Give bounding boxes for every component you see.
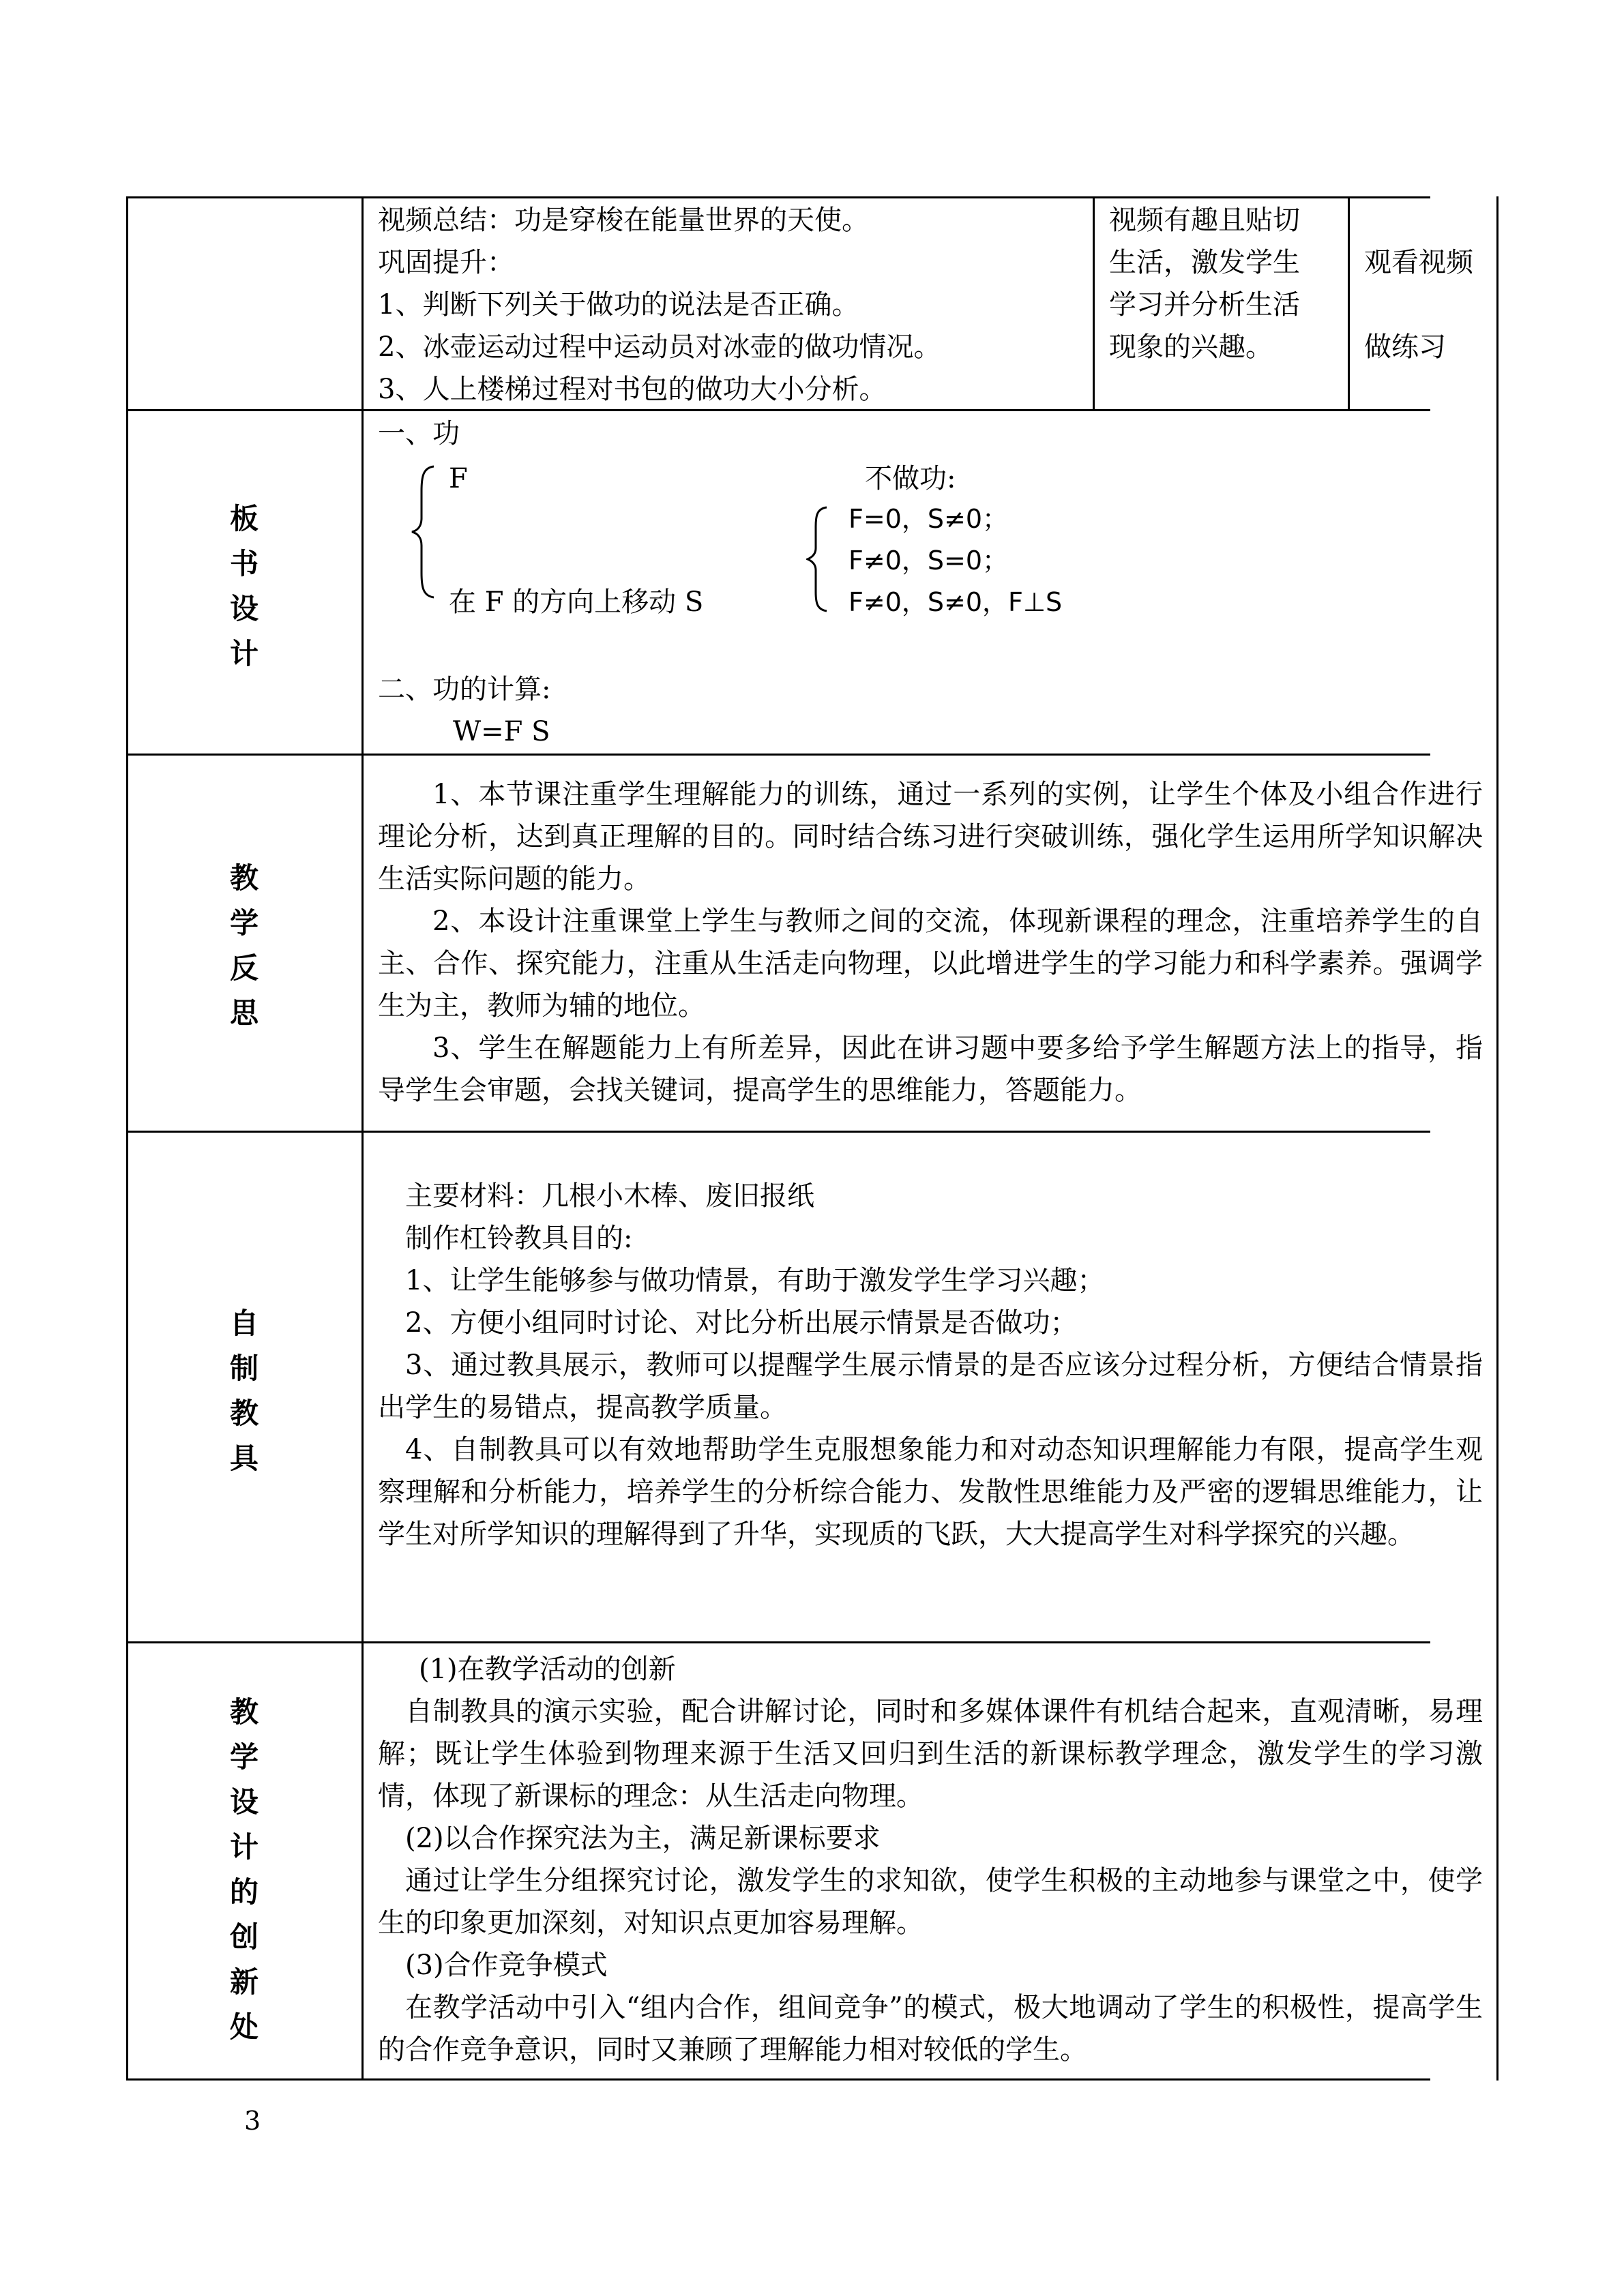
header-char: 板	[229, 502, 259, 535]
header-char: 创	[229, 1920, 259, 1954]
innovation-header	[217, 1690, 271, 2050]
header-char: 学	[229, 906, 259, 940]
row-divider-4	[126, 1641, 1430, 1643]
header-char: 自	[229, 1307, 259, 1340]
intent-line: 现象的兴趣。	[1109, 331, 1273, 363]
table-border-left	[126, 196, 128, 2081]
header-char: 处	[229, 2010, 259, 2044]
reflection-header	[217, 856, 271, 1036]
header-char: 学	[229, 1740, 259, 1774]
intent-line: 学习并分析生活	[1109, 289, 1300, 320]
activity-line: 做练习	[1364, 331, 1446, 363]
header-char: 设	[229, 592, 259, 625]
content-line: 视频总结：功是穿梭在能量世界的天使。	[378, 205, 869, 236]
content-line: 2、冰壶运动过程中运动员对冰壶的做功情况。	[378, 331, 941, 363]
column-divider-intent	[1093, 196, 1095, 411]
intent-line: 生活，激发学生	[1109, 247, 1300, 278]
activity-line: 观看视频	[1364, 247, 1473, 278]
content-line: 3、人上楼梯过程对书包的做功大小分析。	[378, 374, 887, 405]
header-char: 思	[229, 996, 259, 1030]
header-char: 计	[229, 1830, 259, 1864]
aid-item: 4、自制教具可以有效地帮助学生克服想象能力和对动态知识理解能力有限，提高学生观察理解和分析能力，培养学生的分析综合能力、发散性思维能力及严密的逻辑思维能力，让学生对所学知识的理解得到了升华，实现质的飞跃，大大提高学生对科学探究的兴趣。	[378, 1434, 1483, 1550]
materials-line: 主要材料：几根小木棒、废旧报纸	[405, 1180, 814, 1212]
header-char: 教	[229, 1695, 259, 1729]
header-char: 书	[229, 547, 259, 580]
section-title-calculation: 二、功的计算:	[378, 674, 551, 705]
innovation-heading: (2)以合作探究法为主，满足新课标要求	[405, 1823, 881, 1854]
work-formula: W=F S	[453, 716, 550, 747]
purpose-line: 制作杠铃教具目的:	[405, 1223, 633, 1254]
aid-item: 3、通过教具展示，教师可以提醒学生展示情景的是否应该分过程分析，方便结合情景指出学生的易错点，提高教学质量。	[378, 1350, 1483, 1423]
column-divider-activity	[1348, 196, 1350, 411]
innovation-paragraph: 通过让学生分组探究讨论，激发学生的求知欲，使学生积极的主动地参与课堂之中，使学生的印象更加深刻，对知识点更加容易理解。	[378, 1865, 1483, 1939]
row-divider-2	[126, 754, 1430, 756]
page-number: 3	[244, 2106, 261, 2136]
innovation-heading: (1)在教学活动的创新	[419, 1654, 676, 1685]
no-work-case: F≠0，S=0；	[848, 546, 1009, 576]
intent-line: 视频有趣且贴切	[1109, 205, 1300, 236]
reflection-paragraph: 2、本设计注重课堂上学生与教师之间的交流，体现新课程的理念，注重培养学生的自主、合作、探究能力，注重从生活走向物理，以此增进学生的学习能力和科学素养。强调学生为主，教师为辅的地位。	[378, 906, 1483, 1022]
aid-item: 2、方便小组同时讨论、对比分析出展示情景是否做功；	[405, 1307, 1078, 1339]
force-label: F	[449, 463, 468, 494]
aid-item: 1、让学生能够参与做功情景，有助于激发学生学习兴趣；	[405, 1265, 1105, 1296]
content-line: 巩固提升：	[378, 247, 514, 278]
teaching-aid-header	[217, 1301, 271, 1481]
header-char: 教	[229, 861, 259, 895]
header-char: 设	[229, 1785, 259, 1819]
content-line: 1、判断下列关于做功的说法是否正确。	[378, 289, 859, 320]
header-char: 具	[229, 1442, 259, 1475]
no-work-title: 不做功:	[865, 463, 956, 494]
innovation-heading: (3)合作竞争模式	[405, 1950, 608, 1981]
move-label: 在 F 的方向上移动 S	[449, 586, 704, 618]
section-title-work: 一、功	[378, 418, 460, 449]
table-border-bottom	[126, 2078, 1430, 2081]
column-divider-header	[361, 196, 364, 2081]
reflection-paragraph: 1、本节课注重学生理解能力的训练，通过一系列的实例，让学生个体及小组合作进行理论分析，达到真正理解的目的。同时结合练习进行突破训练，强化学生运用所学知识解决生活实际问题的能力。	[378, 779, 1483, 895]
innovation-paragraph: 在教学活动中引入“组内合作，组间竞争”的模式，极大地调动了学生的积极性，提高学生的合作竞争意识，同时又兼顾了理解能力相对较低的学生。	[378, 1992, 1483, 2066]
header-char: 教	[229, 1397, 259, 1430]
header-char: 新	[229, 1965, 259, 1999]
row-divider-3	[126, 1131, 1430, 1133]
no-work-case: F≠0，S≠0，F⊥S	[848, 587, 1063, 617]
table-border-right	[1496, 196, 1498, 2081]
right-brace-icon	[806, 505, 831, 614]
no-work-case: F=0，S≠0；	[848, 504, 1009, 534]
header-char: 计	[229, 637, 259, 670]
innovation-paragraph: 自制教具的演示实验，配合讲解讨论，同时和多媒体课件有机结合起来，直观清晰，易理解；既让学生体验到物理来源于生活又回归到生活的新课标教学理念，激发学生的学习激情，体现了新课标的理念：从生活走向物理。	[378, 1696, 1483, 1812]
board-design-header	[217, 496, 271, 676]
header-char: 反	[229, 951, 259, 985]
header-char: 的	[229, 1875, 259, 1909]
table-border-top	[126, 196, 1430, 198]
reflection-paragraph: 3、学生在解题能力上有所差异，因此在讲习题中要多给予学生解题方法上的指导，指导学生会审题，会找关键词，提高学生的思维能力，答题能力。	[378, 1032, 1483, 1106]
left-brace-icon	[411, 464, 438, 600]
header-char: 制	[229, 1352, 259, 1385]
